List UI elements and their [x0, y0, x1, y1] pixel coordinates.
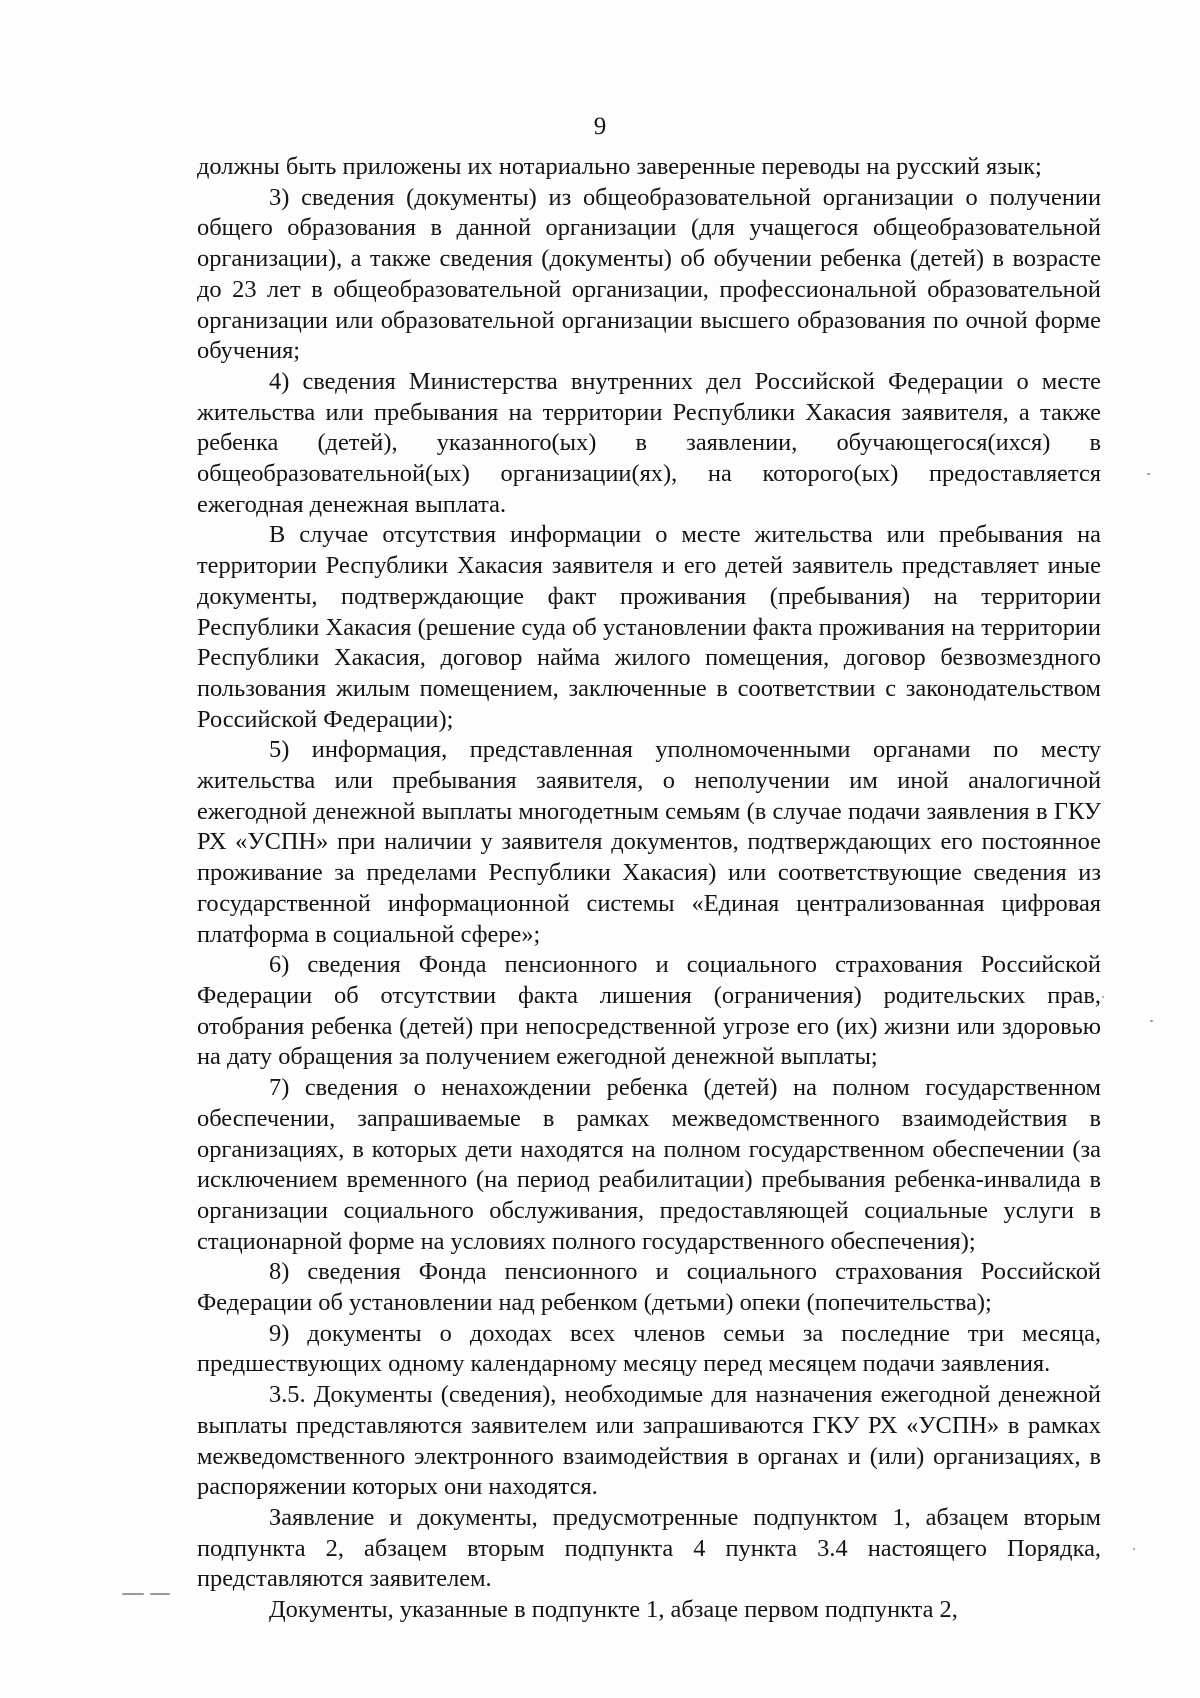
document-body	[197, 152, 1101, 1626]
paragraph-residence-absence: В случае отсутствия информации о месте жительства или пребывания на территории Республики Хакасия заявителя и его детей заявитель представляет иные документы, подтверждающие факт проживания (пребывания) на территории Республики Хакасия (решение суда об установлении факта проживания на территории Республики Хакасия, договор найма жилого помещения, договор безвозмездного пользования жилым помещением, заключенные в соответствии с законодательством Российской Федерации);	[197, 521, 1101, 733]
paragraph-item-3: 3) сведения (документы) из общеобразовательной организации о получении общего образования в данной организации (для учащегося общеобразовательной организации), а также сведения (документы) об обучении ребенка (детей) в возрасте до 23 лет в общеобразовательной организации, профессиональной образовательной организации или образовательной организации высшего образования по очной форме обучения;	[197, 183, 1101, 365]
paragraph-item-6: 6) сведения Фонда пенсионного и социального страхования Российской Федерации об отсутствии факта лишения (ограничения) родительских прав, отобрания ребенка (детей) при непосредственной угрозе его (их) жизни или здоровью на дату обращения за получением ежегодной денежной выплаты;	[197, 951, 1101, 1071]
paragraph-item-8: 8) сведения Фонда пенсионного и социального страхования Российской Федерации об установлении над ребенком (детьми) опеки (попечительства);	[197, 1258, 1101, 1317]
paragraph-applicant-documents: Заявление и документы, предусмотренные подпунктом 1, абзацем вторым подпункта 2, абзацем вторым подпункта 4 пункта 3.4 настоящего Порядка, представляются заявителем.	[197, 1503, 1101, 1593]
scan-speck	[1133, 1548, 1135, 1550]
scan-speck	[1147, 473, 1150, 475]
paragraph-item-5: 5) информация, представленная уполномоченными органами по месту жительства или пребывания заявителя, о неполучении им иной аналогичной ежегодной денежной выплаты многодетным семьям (в случае подачи заявления в ГКУ РХ «УСПН» при наличии у заявителя документов, подтверждающих его постоянное проживание за пределами Республики Хакасия) или соответствующие сведения из государственной информационной системы «Единая централизованная цифровая платформа в социальной сфере»;	[197, 736, 1101, 948]
paragraph-documents-listed: Документы, указанные в подпункте 1, абзаце первом подпункта 2,	[269, 1596, 958, 1624]
page-number: 9	[593, 113, 607, 140]
scan-speck	[122, 1593, 144, 1595]
scan-speck	[150, 1593, 170, 1595]
scan-speck	[1150, 1020, 1153, 1022]
paragraph-continuation: должны быть приложены их нотариально заверенные переводы на русский язык;	[197, 153, 1042, 180]
paragraph-item-7: 7) сведения о ненахождении ребенка (детей) на полном государственном обеспечении, запрашиваемые в рамках межведомственного взаимодействия в организациях, в которых дети находятся на полном государственном обеспечении (за исключением временного (на период реабилитации) пребывания ребенка-инвалида в организации социального обслуживания, предоставляющей социальные услуги в стационарной форме на условиях полного государственного обеспечения);	[197, 1074, 1101, 1255]
paragraph-item-9: 9) документы о доходах всех членов семьи за последние три месяца, предшествующих одному календарному месяцу перед месяцем подачи заявления.	[197, 1319, 1101, 1378]
paragraph-section-3-5: 3.5. Документы (сведения), необходимые для назначения ежегодной денежной выплаты представляются заявителем или запрашиваются ГКУ РХ «УСПН» в рамках межведомственного электронного взаимодействия в органах и (или) организациях, в распоряжении которых они находятся.	[197, 1381, 1101, 1501]
scan-speck	[1102, 996, 1104, 998]
paragraph-item-4: 4) сведения Министерства внутренних дел Российской Федерации о месте жительства или пребывания на территории Республики Хакасия заявителя, а также ребенка (детей), указанного(ых) в заявлении, обучающегося(ихся) в общеобразовательной(ых) организации(ях), на которого(ых) предоставляется ежегодная денежная выплата.	[197, 367, 1101, 518]
